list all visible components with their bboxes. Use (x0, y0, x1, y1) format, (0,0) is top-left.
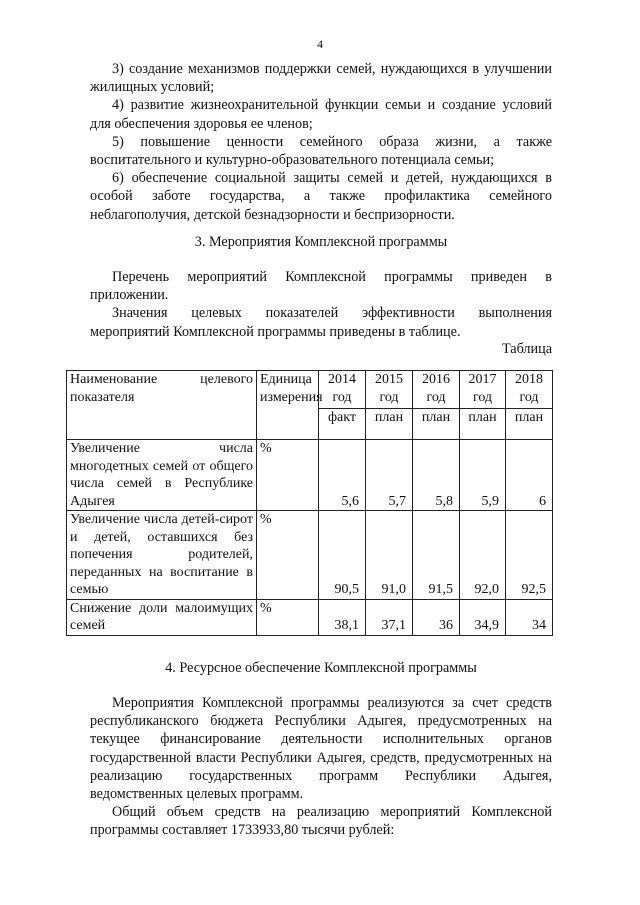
list-item: 4) развитие жизнеохранительной функции семьи и создание условий для обеспечения здоровья ее членов; (90, 97, 552, 132)
header-indicator-name: Наименование целевого показателя (67, 371, 257, 440)
indicators-table (66, 370, 553, 636)
list-item: 3) создание механизмов поддержки семей, нуждающихся в улучшении жилищных условий; (90, 61, 552, 96)
table-row (67, 511, 553, 600)
header-year: 2017 год (460, 371, 506, 409)
indicator-name: Увеличение числа многодетных семей от общего числа семей в Республике Адыгея (67, 440, 257, 511)
list-item: 6) обеспечение социальной защиты семей и детей, нуждающихся в особой заботе государства, а также профилактика семейного неблагополучия, детской безнадзорности и беспризорности. (90, 170, 552, 223)
indicator-value: 36 (413, 599, 460, 635)
table-row (67, 599, 553, 635)
indicator-value: 34,9 (460, 599, 506, 635)
indicator-value: 92,5 (506, 511, 553, 600)
indicator-value: 34 (506, 599, 553, 635)
indicator-value: 90,5 (319, 511, 366, 600)
indicator-value: 6 (506, 440, 553, 511)
section-4-text (90, 694, 552, 840)
header-status: план (506, 409, 553, 440)
section-3-text (90, 268, 552, 341)
indicator-unit: % (257, 511, 319, 600)
header-status: план (460, 409, 506, 440)
header-status: план (413, 409, 460, 440)
indicator-value: 5,9 (460, 440, 506, 511)
indicator-value: 37,1 (366, 599, 413, 635)
header-status: план (366, 409, 413, 440)
indicator-value: 5,6 (319, 440, 366, 511)
indicator-value: 92,0 (460, 511, 506, 600)
indicator-value: 5,7 (366, 440, 413, 511)
indicator-name: Снижение доли малоимущих семей (67, 599, 257, 635)
section-3-heading: 3. Мероприятия Комплексной программы (194, 234, 448, 250)
paragraph: Значения целевых показателей эффективности выполнения мероприятий Комплексной программы приведены в таблице. (90, 305, 552, 340)
header-unit: Единица измерения (257, 371, 319, 440)
paragraph: Общий объем средств на реализацию мероприятий Комплексной программы составляет 1733933,80 тысячи рублей: (90, 804, 552, 839)
list-item: 5) повышение ценности семейного образа жизни, а также воспитательного и культурно-образовательного потенциала семьи; (90, 133, 552, 169)
header-status: факт (319, 409, 366, 440)
paragraph: Мероприятия Комплексной программы реализуются за счет средств республиканского бюджета Республики Адыгея, предусмотренных на текущее финансирование деятельности исполнительных органов государственной власти Республики Адыгея, средств, предусмотренных на реализацию государственных программ Республики Адыгея, ведомственных целевых программ. (90, 695, 552, 803)
indicator-unit: % (257, 599, 319, 635)
table-row (67, 440, 553, 511)
page-number: 4 (317, 37, 323, 51)
table-caption: Таблица (501, 341, 552, 357)
indicator-unit: % (257, 440, 319, 511)
header-year: 2018 год (506, 371, 553, 409)
section-4-heading: 4. Ресурсное обеспечение Комплексной программы (165, 660, 477, 676)
header-year: 2014 год (319, 371, 366, 409)
header-year: 2016 год (413, 371, 460, 409)
indicator-value: 91,5 (413, 511, 460, 600)
table-header-row (67, 371, 553, 409)
header-year: 2015 год (366, 371, 413, 409)
indicator-value: 38,1 (319, 599, 366, 635)
paragraph: Перечень мероприятий Комплексной программы приведен в приложении. (90, 269, 552, 304)
indicator-value: 5,8 (413, 440, 460, 511)
indicator-value: 91,0 (366, 511, 413, 600)
indicator-name: Увеличение числа детей-сирот и детей, оставшихся без попечения родителей, переданных на воспитание в семью (67, 511, 257, 600)
goals-list (90, 60, 552, 224)
